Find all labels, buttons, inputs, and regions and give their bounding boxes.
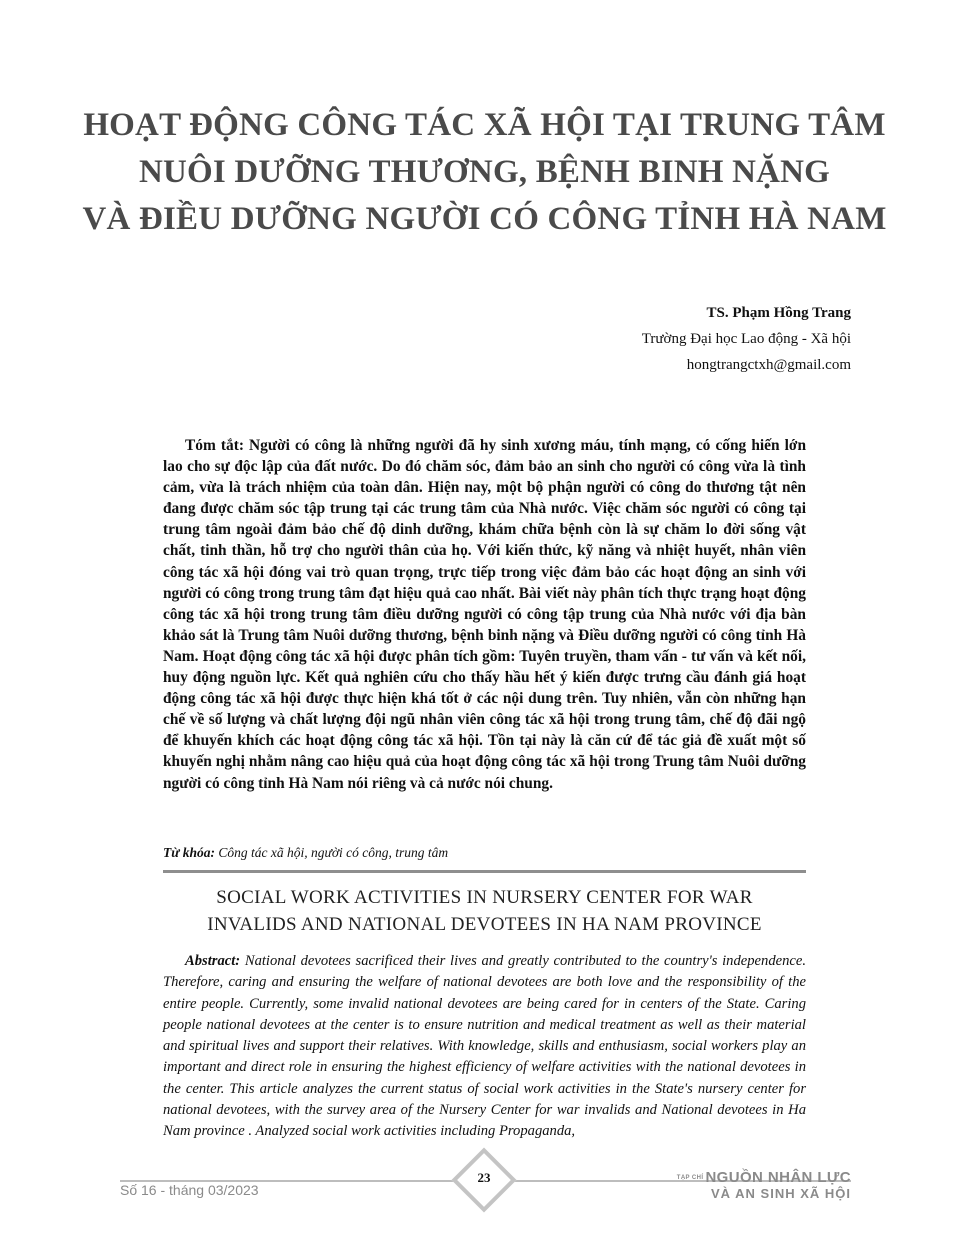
abstract-text: Người có công là những người đã hy sinh xương máu, tính mạng, có cống hiến lớn lao cho sự độc lập của đất nước. Do đó chăm sóc, đảm bảo an sinh cho người có công vừa là tình cảm, vừa là trách nhiệm của toàn dân. Hiện nay, một bộ phận người có công do thương tật nên đang được chăm sóc tập trung tại các trung tâm của Nhà nước. Việc chăm sóc người có công tại trung tâm ngoài đảm bảo chế độ dinh dưỡng, khám chữa bệnh còn là sự chăm lo đời sống vật chất, tinh thần, hỗ trợ cho người thân của họ. Với kiến thức, kỹ năng và nhiệt huyết, nhân viên công tác xã hội đóng vai trò quan trọng, trực tiếp trong việc đảm bảo các hoạt động an sinh với người có công trong trung tâm đạt hiệu quả cao nhất. Bài viết này phân tích thực trạng hoạt động công tác xã hội trong trung tâm điều dưỡng người có công tập trung của Nhà nước với địa bàn khảo sát là Trung tâm Nuôi dưỡng thương, bệnh binh nặng và Điều dưỡng người có công tỉnh Hà Nam. Hoạt động công tác xã hội được phân tích gồm: Tuyên truyền, tham vấn - tư vấn và kết nối, huy động nguồn lực. Kết quả nghiên cứu cho thấy hầu hết ý kiến được trưng cầu đánh giá hoạt động công tác xã hội được thực hiện khá tốt ở các nội dung trên. Tuy nhiên, vẫn còn những hạn chế về số lượng và chất lượng đội ngũ nhân viên công tác xã hội trong trung tâm, chế độ đãi ngộ để khuyến khích các hoạt động công tác xã hội. Tồn tại này là căn cứ để tác giả đề xuất một số khuyến nghị nhằm nâng cao hiệu quả của hoạt động công tác xã hội trong Trung tâm Nuôi dưỡng người có công tỉnh Hà Nam nói riêng và cả nước nói chung. [163, 437, 806, 792]
author-email: hongtrangctxh@gmail.com [686, 357, 851, 373]
keywords-label: Từ khóa: [163, 845, 215, 860]
article-title [60, 102, 909, 243]
author-block [642, 300, 851, 378]
english-abstract-text: National devotees sacrificed their lives and greatly contributed to the country's independence. Therefore, caring and ensuring the welfare of national devotees are both love and the responsibility of the entire people. Currently, some invalid national devotees are being cared for in centers of the State. Caring people national devotees at the center is to ensure nutrition and medical treatment as well as their material and spiritual lives and support their relatives. With knowledge, skills and enthusiasm, social workers play an important and direct role in ensuring the highest efficiency of welfare activities with the national devotees in the center. This article analyzes the current status of social work activities in the State's nursery center for national devotees, with the survey area of the Nursery Center for war invalids and National devotees in Ha Nam province . Analyzed social work activities including Propaganda, [163, 953, 806, 1140]
english-title-line: SOCIAL WORK ACTIVITIES IN NURSERY CENTER FOR WAR [216, 887, 753, 908]
page-number: 23 [477, 1170, 491, 1185]
journal-prefix: TẠP CHÍ [676, 1175, 704, 1181]
english-abstract-label: Abstract: [185, 953, 241, 969]
english-abstract [163, 951, 806, 1143]
keywords-text: Công tác xã hội, người có công, trung tâm [214, 845, 449, 860]
author-name: TS. Phạm Hồng Trang [706, 305, 851, 321]
title-line: HOẠT ĐỘNG CÔNG TÁC XÃ HỘI TẠI TRUNG TÂM [83, 107, 886, 143]
abstract-label: Tóm tắt: [185, 437, 244, 454]
author-affiliation: Trường Đại học Lao động - Xã hội [641, 331, 851, 347]
issue-number: Số 16 - tháng 03/2023 [120, 1182, 259, 1198]
journal-name [677, 1170, 851, 1202]
journal-name-line1: NGUỒN NHÂN LỰC [705, 1169, 851, 1186]
journal-name-line2: VÀ AN SINH XÃ HỘI [710, 1186, 851, 1201]
title-line: NUÔI DƯỠNG THƯƠNG, BỆNH BINH NẶNG [138, 154, 831, 190]
english-title [120, 884, 849, 938]
vietnamese-abstract [163, 435, 806, 794]
keywords [163, 845, 448, 861]
english-title-line: INVALIDS AND NATIONAL DEVOTEES IN HA NAM PROVINCE [207, 914, 762, 935]
title-line: VÀ ĐIỀU DƯỠNG NGƯỜI CÓ CÔNG TỈNH HÀ NAM [82, 201, 887, 237]
section-divider [163, 870, 806, 873]
